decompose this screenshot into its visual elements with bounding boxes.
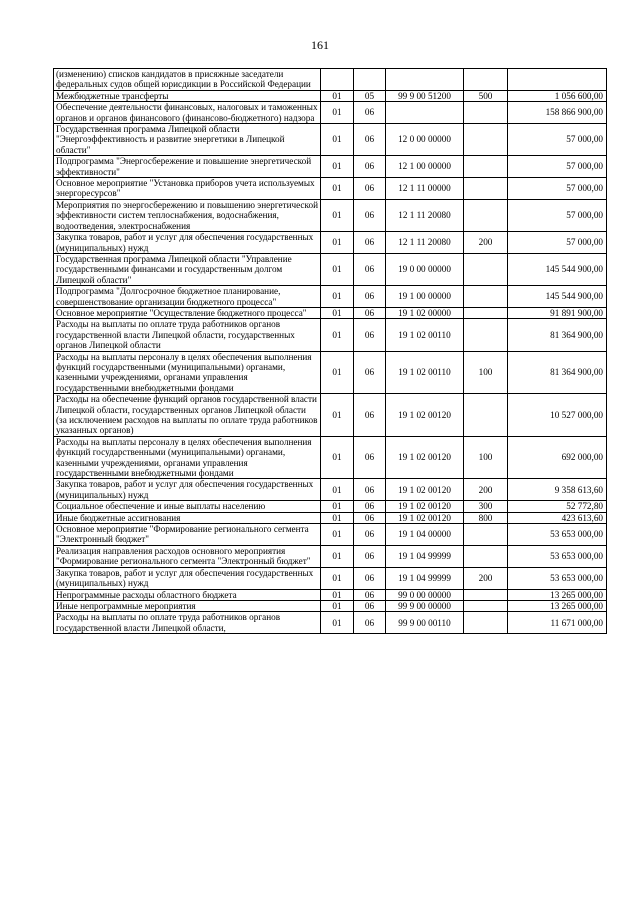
expense-type-code-cell: 200 [464, 232, 508, 254]
amount-cell: 145 544 900,00 [508, 286, 607, 308]
subsection-code-cell: 06 [354, 436, 386, 479]
table-row [54, 124, 607, 156]
table-row [54, 286, 607, 308]
expense-type-code-cell: 200 [464, 479, 508, 501]
expense-type-code-cell: 100 [464, 436, 508, 479]
target-item-code-cell: 19 1 02 00120 [386, 512, 464, 523]
target-item-code-cell: 99 9 00 00110 [386, 612, 464, 634]
table-row [54, 545, 607, 567]
expense-type-code-cell: 200 [464, 567, 508, 589]
target-item-code-cell: 19 1 04 99999 [386, 545, 464, 567]
target-item-code-cell: 12 1 00 00000 [386, 156, 464, 178]
section-code-cell: 01 [321, 90, 354, 101]
subsection-code-cell: 05 [354, 90, 386, 101]
section-code-cell: 01 [321, 253, 354, 285]
subsection-code-cell: 06 [354, 394, 386, 437]
section-code-cell: 01 [321, 545, 354, 567]
expense-name-cell: Обеспечение деятельности финансовых, налоговых и таможенных органов и органов финансового (финансово-бюджетного) надзора [54, 102, 321, 124]
table-row [54, 307, 607, 318]
budget-table [53, 68, 607, 634]
target-item-code-cell: 19 1 02 00000 [386, 307, 464, 318]
target-item-code-cell: 12 0 00 00000 [386, 124, 464, 156]
amount-cell: 81 364 900,00 [508, 351, 607, 394]
target-item-code-cell: 99 9 00 51200 [386, 90, 464, 101]
table-row [54, 524, 607, 546]
expense-type-code-cell [464, 589, 508, 600]
amount-cell: 1 056 600,00 [508, 90, 607, 101]
table-row [54, 69, 607, 91]
expense-name-cell: (изменению) списков кандидатов в присяжные заседатели федеральных судов общей юрисдикции в Российской Федерации [54, 69, 321, 91]
amount-cell: 13 265 000,00 [508, 589, 607, 600]
expense-name-cell: Закупка товаров, работ и услуг для обеспечения государственных (муниципальных) нужд [54, 232, 321, 254]
subsection-code-cell: 06 [354, 286, 386, 308]
amount-cell: 53 653 000,00 [508, 567, 607, 589]
section-code-cell: 01 [321, 307, 354, 318]
section-code-cell: 01 [321, 232, 354, 254]
amount-cell: 57 000,00 [508, 124, 607, 156]
expense-name-cell: Основное мероприятие "Осуществление бюджетного процесса" [54, 307, 321, 318]
subsection-code-cell: 06 [354, 600, 386, 611]
expense-type-code-cell [464, 253, 508, 285]
expense-type-code-cell [464, 612, 508, 634]
expense-type-code-cell: 300 [464, 501, 508, 512]
expense-type-code-cell [464, 394, 508, 437]
target-item-code-cell: 19 1 04 99999 [386, 567, 464, 589]
table-row [54, 479, 607, 501]
subsection-code-cell: 06 [354, 178, 386, 200]
expense-type-code-cell [464, 102, 508, 124]
section-code-cell: 01 [321, 436, 354, 479]
table-row [54, 600, 607, 611]
amount-cell: 11 671 000,00 [508, 612, 607, 634]
amount-cell: 13 265 000,00 [508, 600, 607, 611]
section-code-cell: 01 [321, 199, 354, 231]
table-row [54, 90, 607, 101]
target-item-code-cell: 12 1 11 00000 [386, 178, 464, 200]
table-row [54, 512, 607, 523]
section-code-cell [321, 69, 354, 91]
expense-type-code-cell [464, 286, 508, 308]
subsection-code-cell: 06 [354, 589, 386, 600]
subsection-code-cell: 06 [354, 501, 386, 512]
section-code-cell: 01 [321, 512, 354, 523]
target-item-code-cell: 99 9 00 00000 [386, 600, 464, 611]
expense-name-cell: Подпрограмма "Энергосбережение и повышение энергетической эффективности" [54, 156, 321, 178]
section-code-cell: 01 [321, 589, 354, 600]
target-item-code-cell: 19 1 02 00120 [386, 436, 464, 479]
subsection-code-cell: 06 [354, 567, 386, 589]
subsection-code-cell [354, 69, 386, 91]
table-row [54, 501, 607, 512]
table-row [54, 351, 607, 394]
expense-type-code-cell [464, 524, 508, 546]
table-row [54, 156, 607, 178]
section-code-cell: 01 [321, 567, 354, 589]
amount-cell: 53 653 000,00 [508, 524, 607, 546]
expense-type-code-cell [464, 199, 508, 231]
subsection-code-cell: 06 [354, 253, 386, 285]
table-row [54, 232, 607, 254]
target-item-code-cell: 19 1 02 00120 [386, 394, 464, 437]
expense-type-code-cell: 800 [464, 512, 508, 523]
expense-type-code-cell [464, 600, 508, 611]
amount-cell [508, 69, 607, 91]
expense-type-code-cell [464, 307, 508, 318]
expense-name-cell: Государственная программа Липецкой области "Энергоэффективность и развитие энергетики в Липецкой области" [54, 124, 321, 156]
section-code-cell: 01 [321, 286, 354, 308]
amount-cell: 52 772,80 [508, 501, 607, 512]
subsection-code-cell: 06 [354, 512, 386, 523]
amount-cell: 10 527 000,00 [508, 394, 607, 437]
amount-cell: 57 000,00 [508, 199, 607, 231]
table-row [54, 589, 607, 600]
expense-name-cell: Межбюджетные трансферты [54, 90, 321, 101]
subsection-code-cell: 06 [354, 232, 386, 254]
amount-cell: 692 000,00 [508, 436, 607, 479]
expense-name-cell: Государственная программа Липецкой области "Управление государственными финансами и государственным долгом Липецкой области" [54, 253, 321, 285]
section-code-cell: 01 [321, 479, 354, 501]
expense-name-cell: Закупка товаров, работ и услуг для обеспечения государственных (муниципальных) нужд [54, 567, 321, 589]
page-number: 161 [311, 38, 329, 52]
subsection-code-cell: 06 [354, 319, 386, 351]
expense-name-cell: Расходы на выплаты по оплате труда работников органов государственной власти Липецкой области, государственных органов Липецкой области [54, 319, 321, 351]
subsection-code-cell: 06 [354, 479, 386, 501]
expense-type-code-cell [464, 124, 508, 156]
expense-name-cell: Расходы на обеспечение функций органов государственной власти Липецкой области, государственных органов Липецкой области (за исключением расходов на выплаты по оплате труда работников указанных органов) [54, 394, 321, 437]
table-row [54, 199, 607, 231]
section-code-cell: 01 [321, 351, 354, 394]
expense-name-cell: Расходы на выплаты по оплате труда работников органов государственной власти Липецкой области, [54, 612, 321, 634]
expense-name-cell: Основное мероприятие "Формирование регионального сегмента "Электронный бюджет" [54, 524, 321, 546]
subsection-code-cell: 06 [354, 156, 386, 178]
subsection-code-cell: 06 [354, 524, 386, 546]
amount-cell: 91 891 900,00 [508, 307, 607, 318]
expense-name-cell: Реализация направления расходов основного мероприятия "Формирование регионального сегмента "Электронный бюджет" [54, 545, 321, 567]
expense-type-code-cell [464, 69, 508, 91]
section-code-cell: 01 [321, 394, 354, 437]
target-item-code-cell: 19 1 02 00120 [386, 501, 464, 512]
expense-name-cell: Иные бюджетные ассигнования [54, 512, 321, 523]
table-row [54, 102, 607, 124]
subsection-code-cell: 06 [354, 199, 386, 231]
section-code-cell: 01 [321, 102, 354, 124]
expense-name-cell: Основное мероприятие "Установка приборов учета используемых энергоресурсов" [54, 178, 321, 200]
table-row [54, 178, 607, 200]
expense-name-cell: Социальное обеспечение и иные выплаты населению [54, 501, 321, 512]
expense-name-cell: Иные непрограммные мероприятия [54, 600, 321, 611]
amount-cell: 81 364 900,00 [508, 319, 607, 351]
amount-cell: 57 000,00 [508, 178, 607, 200]
section-code-cell: 01 [321, 178, 354, 200]
amount-cell: 57 000,00 [508, 156, 607, 178]
expense-name-cell: Мероприятия по энергосбережению и повышению энергетической эффективности систем теплоснабжения, водоснабжения, водоотведения, электроснабжения [54, 199, 321, 231]
section-code-cell: 01 [321, 600, 354, 611]
amount-cell: 423 613,60 [508, 512, 607, 523]
target-item-code-cell: 19 1 04 00000 [386, 524, 464, 546]
expense-name-cell: Расходы на выплаты персоналу в целях обеспечения выполнения функций государственными (муниципальными) органами, казенными учреждениями, органами управления государственными внебюджетными фондами [54, 436, 321, 479]
expense-type-code-cell: 100 [464, 351, 508, 394]
expense-name-cell: Подпрограмма "Долгосрочное бюджетное планирование, совершенствование организации бюджетного процесса" [54, 286, 321, 308]
target-item-code-cell: 19 1 02 00110 [386, 319, 464, 351]
target-item-code-cell [386, 102, 464, 124]
target-item-code-cell: 12 1 11 20080 [386, 199, 464, 231]
expense-type-code-cell [464, 545, 508, 567]
subsection-code-cell: 06 [354, 102, 386, 124]
amount-cell: 57 000,00 [508, 232, 607, 254]
target-item-code-cell [386, 69, 464, 91]
amount-cell: 9 358 613,60 [508, 479, 607, 501]
table-row [54, 436, 607, 479]
expense-type-code-cell [464, 178, 508, 200]
table-row [54, 394, 607, 437]
table-row [54, 253, 607, 285]
section-code-cell: 01 [321, 501, 354, 512]
subsection-code-cell: 06 [354, 124, 386, 156]
section-code-cell: 01 [321, 319, 354, 351]
subsection-code-cell: 06 [354, 351, 386, 394]
target-item-code-cell: 19 1 00 00000 [386, 286, 464, 308]
section-code-cell: 01 [321, 524, 354, 546]
table-row [54, 319, 607, 351]
expense-type-code-cell [464, 156, 508, 178]
target-item-code-cell: 19 1 02 00110 [386, 351, 464, 394]
table-row [54, 567, 607, 589]
target-item-code-cell: 19 1 02 00120 [386, 479, 464, 501]
target-item-code-cell: 12 1 11 20080 [386, 232, 464, 254]
amount-cell: 145 544 900,00 [508, 253, 607, 285]
table-body [54, 69, 607, 634]
section-code-cell: 01 [321, 124, 354, 156]
expense-type-code-cell: 500 [464, 90, 508, 101]
expense-name-cell: Непрограммные расходы областного бюджета [54, 589, 321, 600]
subsection-code-cell: 06 [354, 612, 386, 634]
section-code-cell: 01 [321, 612, 354, 634]
amount-cell: 158 866 900,00 [508, 102, 607, 124]
table-row [54, 612, 607, 634]
section-code-cell: 01 [321, 156, 354, 178]
target-item-code-cell: 99 0 00 00000 [386, 589, 464, 600]
subsection-code-cell: 06 [354, 307, 386, 318]
target-item-code-cell: 19 0 00 00000 [386, 253, 464, 285]
expense-type-code-cell [464, 319, 508, 351]
amount-cell: 53 653 000,00 [508, 545, 607, 567]
expense-name-cell: Расходы на выплаты персоналу в целях обеспечения выполнения функций государственными (муниципальными) органами, казенными учреждениями, органами управления государственными внебюджетными фондами [54, 351, 321, 394]
subsection-code-cell: 06 [354, 545, 386, 567]
expense-name-cell: Закупка товаров, работ и услуг для обеспечения государственных (муниципальных) нужд [54, 479, 321, 501]
